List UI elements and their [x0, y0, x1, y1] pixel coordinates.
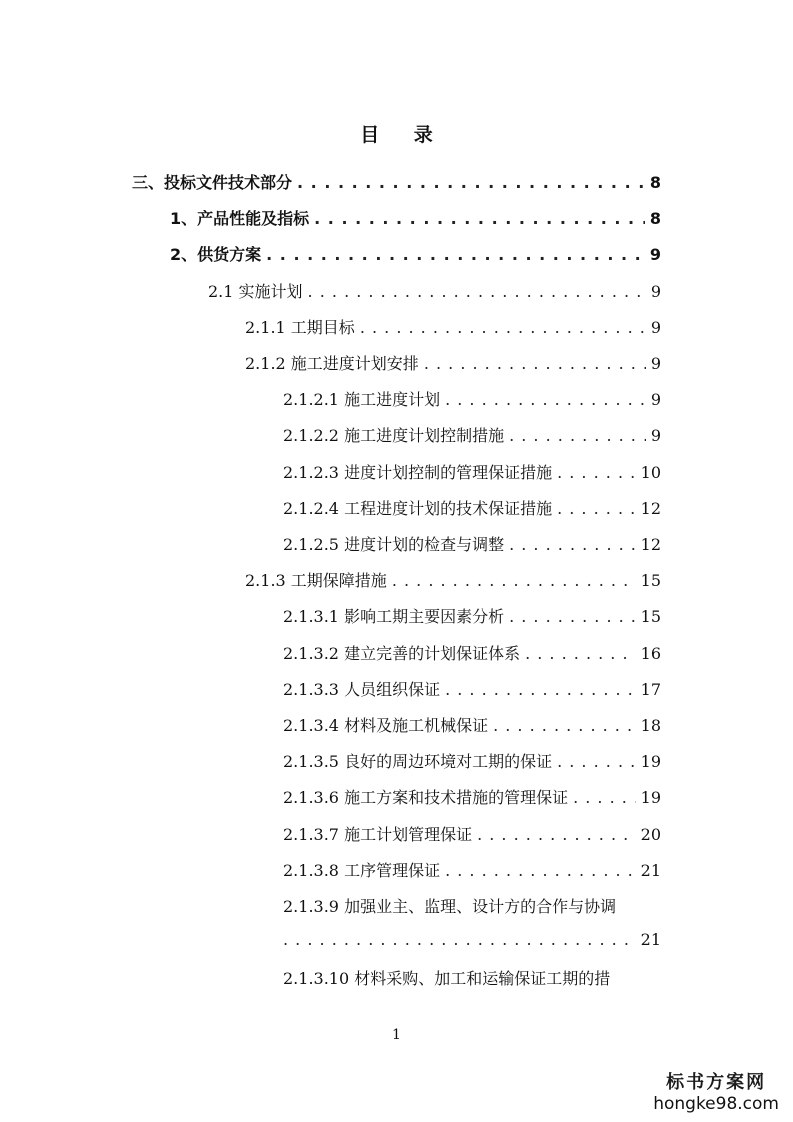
toc-entry-page: 9: [650, 318, 661, 337]
page-number: 1: [392, 1027, 401, 1043]
toc-entry-page: 18: [640, 716, 661, 735]
toc-entry-label: 2.1.3.2 建立完善的计划保证体系: [283, 644, 521, 663]
toc-entry-label: 三、投标文件技术部分: [132, 173, 293, 192]
dot-leader: [308, 282, 646, 301]
toc-entry[interactable]: [283, 532, 661, 558]
toc-entry-label: 2.1.2.5 进度计划的检查与调整: [283, 535, 505, 554]
dot-leader: [493, 716, 636, 735]
toc-entry-page: 10: [640, 463, 661, 482]
dot-leader: [557, 499, 636, 518]
toc-entry[interactable]: [170, 206, 661, 232]
toc-entry-label: 2.1.3.6 施工方案和技术措施的管理保证: [283, 788, 569, 807]
dot-leader: [392, 571, 636, 590]
dot-leader: [573, 788, 636, 807]
toc-entry[interactable]: [283, 641, 661, 667]
dot-leader: [557, 752, 636, 771]
toc-entry-label: 2.1.3.7 施工计划管理保证: [283, 825, 473, 844]
toc-entry-label: 2.1.3 工期保障措施: [245, 571, 387, 590]
toc-entry[interactable]: [208, 279, 661, 305]
dot-leader: [509, 426, 646, 445]
watermark-line1: 标书方案网: [666, 1072, 767, 1093]
toc-entry-page: 16: [640, 644, 661, 663]
toc-entry-label: 2.1.2.1 施工进度计划: [283, 390, 441, 409]
toc-entry[interactable]: [283, 822, 661, 848]
toc-entry-page: 12: [640, 499, 661, 518]
toc-entry[interactable]: [283, 713, 661, 739]
toc-entry[interactable]: [283, 496, 661, 522]
toc-entry-label: 2.1.2 施工进度计划安排: [245, 354, 419, 373]
dot-leader: [424, 354, 646, 373]
dot-leader: [557, 463, 636, 482]
toc-entry[interactable]: 2.1.3.10 材料采购、加工和运输保证工期的措: [283, 969, 611, 988]
toc-title: 目 录: [360, 124, 447, 146]
toc-entry-label: 2.1.3.3 人员组织保证: [283, 680, 441, 699]
toc-entry-page: 20: [640, 825, 661, 844]
toc-entry-page: 9: [650, 390, 661, 409]
toc-entry[interactable]: [283, 858, 661, 884]
toc-entry[interactable]: [283, 749, 661, 775]
dot-leader: [283, 930, 636, 949]
dot-leader: [445, 390, 646, 409]
dot-leader: [509, 535, 636, 554]
toc-entry-page: 12: [640, 535, 661, 554]
toc-entry[interactable]: [132, 170, 661, 196]
dot-leader: [509, 607, 636, 626]
toc-entry-page: 15: [640, 607, 661, 626]
toc-entry-label: 1、产品性能及指标: [170, 209, 310, 228]
toc-entry[interactable]: [283, 604, 661, 630]
toc-entry-page: 19: [640, 788, 661, 807]
toc-entry-label: 2.1.3.8 工序管理保证: [283, 861, 441, 880]
toc-entry-page: 17: [640, 680, 661, 699]
dot-leader: [360, 318, 646, 337]
dot-leader: [445, 680, 636, 699]
toc-entry-label: 2.1.2.4 工程进度计划的技术保证措施: [283, 499, 553, 518]
toc-entry[interactable]: [245, 568, 661, 594]
dot-leader: [297, 173, 645, 192]
toc-entry[interactable]: [283, 460, 661, 486]
toc-entry[interactable]: [283, 387, 661, 413]
toc-entry-page: 21: [640, 861, 661, 880]
toc-entry-page: 9: [649, 245, 661, 264]
dot-leader: [445, 861, 636, 880]
dot-leader: [477, 825, 636, 844]
toc-entry[interactable]: [170, 242, 661, 268]
toc-entry-page: 21: [640, 930, 661, 949]
dot-leader: [266, 245, 645, 264]
toc-entry-label: 2.1.2.3 进度计划控制的管理保证措施: [283, 463, 553, 482]
toc-entry[interactable]: 2.1.3.9 加强业主、监理、设计方的合作与协调: [283, 897, 617, 916]
toc-entry-label: 2.1.1 工期目标: [245, 318, 355, 337]
toc-entry[interactable]: [283, 677, 661, 703]
toc-entry-page: 9: [650, 354, 661, 373]
dot-leader: [525, 644, 636, 663]
toc-entry-page: 8: [649, 173, 661, 192]
dot-leader: [314, 209, 645, 228]
toc-entry-page: 9: [650, 282, 661, 301]
toc-entry-label: 2.1 实施计划: [208, 282, 303, 301]
toc-entry-page: 8: [649, 209, 661, 228]
toc-entry[interactable]: [283, 423, 661, 449]
watermark-logo: [653, 1068, 779, 1114]
toc-entry-label: 2.1.3.1 影响工期主要因素分析: [283, 607, 505, 626]
toc-entry[interactable]: [245, 315, 661, 341]
toc-entry-label: 2.1.3.5 良好的周边环境对工期的保证: [283, 752, 553, 771]
toc-entry-label: 2.1.3.4 材料及施工机械保证: [283, 716, 489, 735]
toc-entry-page: 15: [640, 571, 661, 590]
toc-entry[interactable]: [245, 351, 661, 377]
toc-entry-page: 19: [640, 752, 661, 771]
toc-entry-continuation[interactable]: [283, 930, 661, 956]
toc-entry-label: 2、供货方案: [170, 245, 262, 264]
watermark-line2: hongke98.com: [653, 1094, 779, 1114]
toc-entry-label: 2.1.2.2 施工进度计划控制措施: [283, 426, 505, 445]
toc-entry-page: 9: [650, 426, 661, 445]
toc-entry[interactable]: [283, 785, 661, 811]
